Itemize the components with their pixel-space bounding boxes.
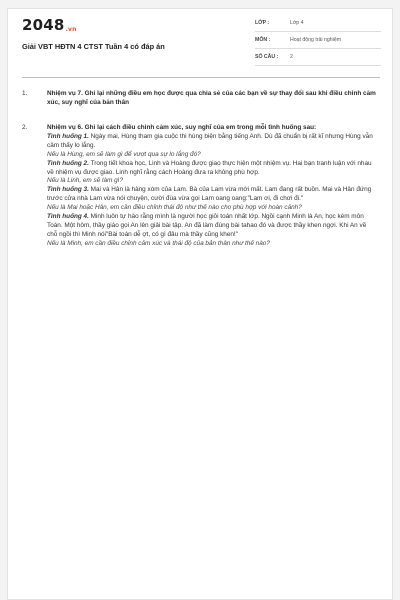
situation-label: Tình huống 4. [47, 213, 89, 221]
task-body [47, 90, 378, 108]
header-divider [22, 77, 380, 78]
task-number: 2. [22, 124, 28, 131]
situation-body: Mai và Hân là hàng xóm của Lam. Bà của Lam vừa mới mất. Lam đang rất buồn. Mai và Hân đứng trước cửa nhà Lam vừa nói chuyện, cười đùa vừa gọi Lam oang oang:"Lam ơi, đi chơi đi." [47, 186, 372, 203]
situation-label: Tình huống 2. [47, 159, 89, 167]
meta-row-subject [255, 34, 381, 49]
meta-row-count [255, 51, 381, 66]
document-page [7, 8, 393, 600]
situation-text [47, 213, 378, 240]
meta-label: LỚP : [255, 20, 270, 26]
task-body [47, 124, 378, 249]
meta-row-class [255, 17, 381, 32]
task-heading: Nhiệm vụ 7. Ghi lại những điều em học được qua chia sẻ của các bạn về sự thay đổi sau khi điều chỉnh cảm xúc, suy nghĩ của bản thân [47, 90, 376, 106]
situation-body: Ngày mai, Hùng tham gia cuộc thi hùng biện bằng tiếng Anh. Dù đã chuẩn bị rất kĩ nhưng Hùng vẫn cảm thấy lo lắng. [47, 132, 373, 149]
situation-question: Nếu là Minh, em cần điều chỉnh cảm xúc và thái độ của bản thân như thế nào? [47, 239, 270, 247]
situation-question: Nếu là Hùng, em sẽ làm gì để vượt qua sự lo lắng đó? [47, 150, 201, 158]
situation-body: Trong tiết khoa học, Linh và Hoàng được giao thực hiện một nhiệm vụ. Hai bạn tranh luận với nhau về nhiệm vụ được giao. Linh nghĩ rằng cách Hoàng đưa ra không phù hợp. [47, 159, 372, 176]
logo-text: 2048 [22, 16, 65, 34]
document-title: Giải VBT HĐTN 4 CTST Tuần 4 có đáp án [22, 42, 165, 51]
meta-value: 2 [290, 54, 293, 60]
situation-text [47, 160, 378, 178]
meta-label: SỐ CÂU : [255, 54, 279, 60]
meta-label: MÔN : [255, 37, 271, 43]
situation-text [47, 133, 378, 151]
logo-tld: .vn [65, 26, 77, 33]
document-meta [255, 17, 381, 66]
site-logo[interactable] [22, 16, 77, 34]
task-heading: Nhiệm vụ 6. Ghi lại cách điều chỉnh cảm xúc, suy nghĩ của em trong mỗi tình huống sau: [47, 124, 317, 131]
situation-body: Minh luôn tự hào rằng mình là người học giỏi toán nhất lớp. Ngồi cạnh Minh là An, học kém môn Toán. Một hôm, thầy giáo gọi An lên giải bài tập. An đã làm đúng bài tahao đó và được thầy khen ngợi. Khi An về chỗ ngồi thì Minh nói"Bài toán dễ ợt, có gì đâu mà thầy cũng khen!" [47, 213, 367, 238]
situation-label: Tình huống 1. [47, 132, 89, 140]
task-item [22, 90, 378, 108]
meta-value: Hoạt động trải nghiệm [290, 37, 342, 43]
meta-value: Lớp 4 [290, 20, 304, 26]
situation-text [47, 186, 378, 204]
situation-label: Tình huống 3. [47, 186, 89, 194]
task-item [22, 124, 378, 249]
situation-question: Nếu là Mai hoặc Hân, em cần điều chỉnh thái độ như thế nào cho phù hợp với hoàn cảnh? [47, 204, 302, 212]
task-number: 1. [22, 90, 28, 97]
situation-question: Nếu là Linh, em sẽ làm gì? [47, 177, 124, 185]
